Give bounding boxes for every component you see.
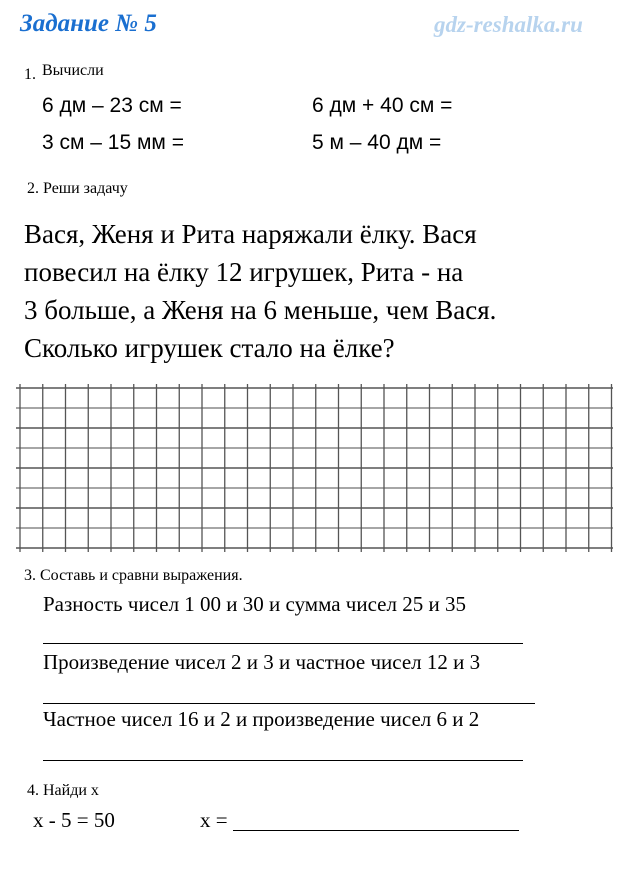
task1-item: 6 дм + 40 см = [312,94,453,117]
task2-line: 3 больше, а Женя на 6 меньше, чем Вася. [24,295,497,325]
task3-item: Произведение чисел 2 и 3 и частное чисел 12 и 3 [43,650,481,674]
answer-line[interactable] [43,703,535,704]
task3-title: 3. Составь и сравни выражения. [24,567,243,584]
task2-line: повесил на ёлку 12 игрушек, Рита - на [24,257,464,287]
task2-line: Сколько игрушек стало на ёлке? [24,333,395,363]
task2-text [24,215,496,367]
task2-title: 2. Реши задачу [27,180,128,197]
task1-number: 1. [24,66,36,83]
answer-line[interactable] [43,643,523,644]
task1-item: 6 дм – 23 см = [42,94,182,117]
task4-equation: x - 5 = 50 [33,808,115,832]
task1-item: 3 см – 15 мм = [42,131,184,154]
answer-line[interactable] [233,830,519,831]
task4-title: 4. Найди x [27,782,99,799]
answer-line[interactable] [43,760,523,761]
task3-item: Разность чисел 1 00 и 30 и сумма чисел 25 и 35 [43,592,466,616]
task1-title: Вычисли [42,62,104,79]
page-title: Задание № 5 [20,10,157,37]
task1-item: 5 м – 40 дм = [312,131,442,154]
task4-answer-label: x = [200,808,228,832]
watermark: gdz-reshalka.ru [434,12,583,37]
task3-item: Частное чисел 16 и 2 и произведение чисел 6 и 2 [43,707,480,731]
task2-line: Вася, Женя и Рита наряжали ёлку. Вася [24,219,477,249]
